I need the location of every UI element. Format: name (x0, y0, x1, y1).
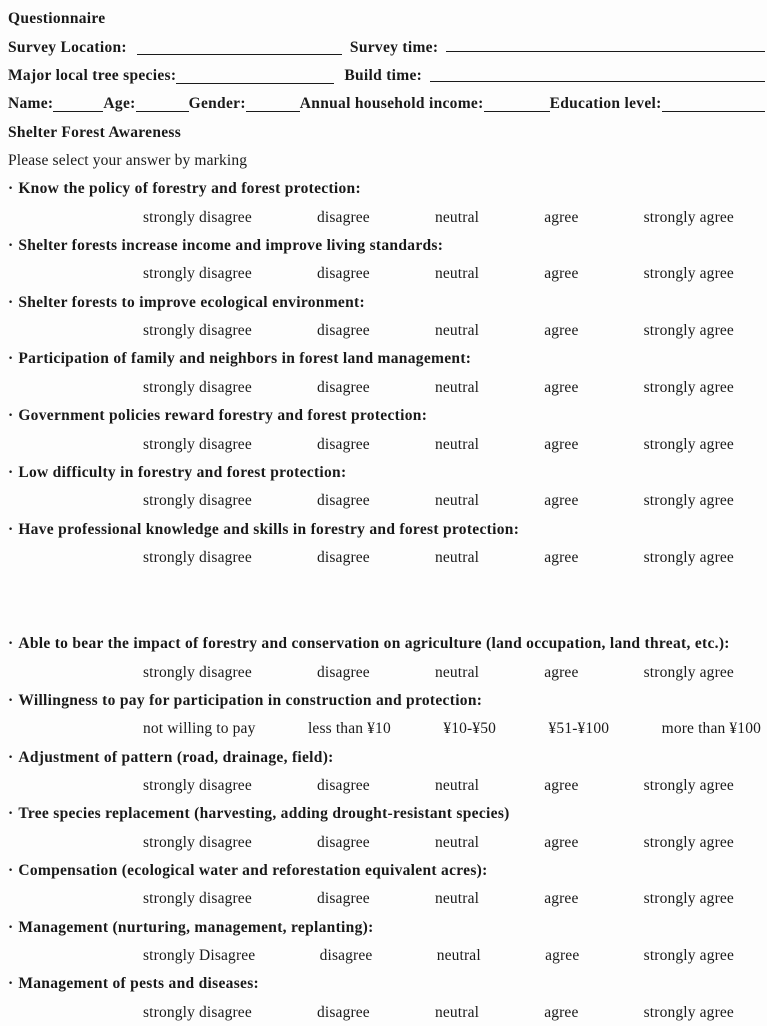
question-text: Know the policy of forestry and forest protection: (18, 180, 361, 198)
question-title (8, 626, 765, 654)
questions-list (8, 171, 765, 1023)
question-text: Shelter forests increase income and improve living standards: (18, 237, 444, 255)
option-5[interactable]: strongly agree (643, 890, 734, 908)
bullet-icon: · (8, 748, 14, 766)
option-2[interactable]: disagree (317, 265, 370, 283)
question-text: Government policies reward forestry and forest protection: (18, 407, 428, 425)
survey-time-field[interactable] (446, 51, 765, 52)
age-field[interactable] (136, 111, 189, 112)
bullet-icon: · (8, 180, 14, 198)
instruction-text: Please select your answer by marking (8, 152, 248, 170)
question-title (8, 511, 765, 539)
option-3[interactable]: neutral (434, 492, 480, 510)
options-row (8, 369, 765, 397)
title-row (8, 1, 765, 29)
question-title (8, 966, 765, 994)
survey-location-field[interactable] (137, 54, 342, 55)
bullet-icon: · (8, 463, 14, 481)
question-title (8, 796, 765, 824)
tree-species-label: Major local tree species: (8, 67, 177, 85)
bullet-icon: · (8, 237, 14, 255)
option-2[interactable]: disagree (317, 492, 370, 510)
option-4[interactable]: agree (545, 947, 580, 964)
option-3[interactable]: neutral (434, 208, 480, 226)
options-row (8, 540, 765, 568)
option-2[interactable]: disagree (317, 663, 370, 681)
question-text: Low difficulty in forestry and forest protection: (18, 463, 347, 481)
option-4[interactable]: agree (544, 1003, 579, 1021)
option-1[interactable]: strongly disagree (143, 435, 252, 453)
option-5[interactable]: strongly agree (643, 378, 734, 396)
section-heading-row (8, 114, 765, 142)
question-text: Management of pests and diseases: (18, 975, 260, 993)
option-5[interactable]: more than ¥100 (661, 720, 761, 738)
bullet-icon: · (8, 918, 14, 936)
options-row (8, 313, 765, 341)
option-1[interactable]: strongly disagree (143, 208, 252, 226)
option-1[interactable]: strongly disagree (143, 776, 252, 794)
option-2[interactable]: disagree (317, 890, 370, 908)
option-4[interactable]: agree (544, 833, 579, 851)
option-1[interactable]: strongly Disagree (143, 947, 256, 964)
option-4[interactable]: ¥51-¥100 (548, 720, 610, 738)
option-2[interactable]: disagree (317, 435, 370, 453)
bullet-icon: · (8, 975, 14, 993)
question-title (8, 683, 765, 711)
question-text: Have professional knowledge and skills in forestry and forest protection: (18, 520, 520, 538)
option-5[interactable]: strongly agree (643, 663, 734, 681)
option-2[interactable]: less than ¥10 (307, 720, 391, 738)
options-row (8, 654, 765, 682)
bullet-icon: · (8, 350, 14, 368)
question-title (8, 171, 765, 199)
options-row (8, 426, 765, 454)
option-3[interactable]: neutral (434, 322, 480, 340)
build-time-label: Build time: (344, 67, 423, 85)
income-label: Annual household income: (299, 95, 484, 113)
build-time-field[interactable] (430, 81, 765, 82)
option-2[interactable]: disagree (319, 947, 373, 964)
option-4[interactable]: agree (544, 322, 579, 340)
question-text: Adjustment of pattern (road, drainage, field): (18, 748, 334, 766)
question-text: Able to bear the impact of forestry and conservation on agriculture (land occupation, land threat, etc.): (18, 635, 730, 653)
gender-field[interactable] (246, 111, 300, 112)
name-field[interactable] (53, 111, 103, 112)
option-3[interactable]: neutral (434, 663, 480, 681)
header-row-trees (8, 58, 765, 86)
survey-location-label: Survey Location: (8, 38, 127, 56)
options-row (8, 256, 765, 284)
options-row (8, 199, 765, 227)
option-3[interactable]: neutral (434, 548, 480, 566)
options-row (8, 994, 765, 1022)
option-3[interactable]: neutral (434, 265, 480, 283)
bullet-icon: · (8, 691, 14, 709)
option-2[interactable]: disagree (317, 1003, 370, 1021)
option-2[interactable]: disagree (317, 833, 370, 851)
options-row (8, 938, 765, 966)
gender-label: Gender: (188, 95, 246, 113)
question-title (8, 228, 765, 256)
question-title (8, 455, 765, 483)
question-text: Management (nurturing, management, replanting): (18, 918, 374, 936)
option-4[interactable]: agree (544, 663, 579, 681)
option-2[interactable]: disagree (317, 378, 370, 396)
option-5[interactable]: strongly agree (643, 492, 734, 510)
option-5[interactable]: strongly agree (643, 1003, 734, 1021)
option-5[interactable]: strongly agree (643, 265, 734, 283)
option-1[interactable]: strongly disagree (143, 1003, 252, 1021)
option-2[interactable]: disagree (317, 776, 370, 794)
bullet-icon: · (8, 293, 14, 311)
tree-species-field[interactable] (176, 83, 334, 84)
option-3[interactable]: neutral (434, 890, 480, 908)
question-title (8, 284, 765, 312)
options-row (8, 824, 765, 852)
question-text: Participation of family and neighbors in forest land management: (18, 350, 472, 368)
option-4[interactable]: agree (544, 435, 579, 453)
option-4[interactable]: agree (544, 548, 579, 566)
question-title (8, 398, 765, 426)
option-1[interactable]: strongly disagree (143, 492, 252, 510)
option-5[interactable]: strongly agree (643, 833, 734, 851)
option-3[interactable]: neutral (436, 947, 481, 964)
header-row-person (8, 86, 765, 114)
option-5[interactable]: strongly agree (643, 208, 734, 226)
question-text: Shelter forests to improve ecological environment: (18, 293, 365, 311)
section-heading: Shelter Forest Awareness (8, 123, 182, 141)
option-3[interactable]: neutral (434, 378, 480, 396)
question-title (8, 341, 765, 369)
option-4[interactable]: agree (544, 265, 579, 283)
instruction-row (8, 143, 765, 171)
option-5[interactable]: strongly agree (643, 947, 734, 964)
question-title (8, 853, 765, 881)
option-1[interactable]: strongly disagree (143, 265, 252, 283)
option-1[interactable]: not willing to pay (143, 720, 256, 738)
option-3[interactable]: ¥10-¥50 (443, 720, 497, 738)
option-5[interactable]: strongly agree (643, 548, 734, 566)
option-3[interactable]: neutral (434, 833, 480, 851)
survey-time-label: Survey time: (349, 38, 439, 56)
option-4[interactable]: agree (544, 378, 579, 396)
question-title (8, 739, 765, 767)
option-1[interactable]: strongly disagree (143, 833, 252, 851)
option-4[interactable]: agree (544, 890, 579, 908)
bullet-icon: · (8, 520, 14, 538)
question-text: Willingness to pay for participation in construction and protection: (18, 691, 483, 709)
income-field[interactable] (484, 111, 550, 112)
bullet-icon: · (8, 805, 14, 823)
option-4[interactable]: agree (544, 208, 579, 226)
name-label: Name: (8, 95, 54, 113)
option-5[interactable]: strongly agree (643, 322, 734, 340)
bullet-icon: · (8, 407, 14, 425)
option-1[interactable]: strongly disagree (143, 378, 252, 396)
bullet-icon: · (8, 861, 14, 879)
option-1[interactable]: strongly disagree (143, 663, 252, 681)
options-row (8, 711, 765, 739)
option-5[interactable]: strongly agree (643, 435, 734, 453)
option-3[interactable]: neutral (434, 435, 480, 453)
option-4[interactable]: agree (544, 492, 579, 510)
options-row (8, 881, 765, 909)
option-3[interactable]: neutral (434, 1003, 480, 1021)
option-1[interactable]: strongly disagree (143, 548, 252, 566)
option-5[interactable]: strongly agree (643, 776, 734, 794)
option-2[interactable]: disagree (317, 322, 370, 340)
header-row-survey (8, 29, 765, 57)
option-1[interactable]: strongly disagree (143, 322, 252, 340)
age-label: Age: (103, 95, 136, 113)
option-1[interactable]: strongly disagree (143, 890, 252, 908)
education-label: Education level: (549, 95, 662, 113)
option-3[interactable]: neutral (434, 776, 480, 794)
options-row (8, 768, 765, 796)
page-break-gap (8, 568, 765, 626)
bullet-icon: · (8, 635, 14, 653)
option-4[interactable]: agree (544, 776, 579, 794)
question-title (8, 909, 765, 937)
education-field[interactable] (662, 111, 765, 112)
page-title: Questionnaire (8, 10, 106, 28)
question-text: Compensation (ecological water and reforestation equivalent acres): (18, 861, 488, 879)
options-row (8, 483, 765, 511)
option-2[interactable]: disagree (317, 548, 370, 566)
option-2[interactable]: disagree (317, 208, 370, 226)
question-text: Tree species replacement (harvesting, adding drought-resistant species) (18, 805, 510, 823)
